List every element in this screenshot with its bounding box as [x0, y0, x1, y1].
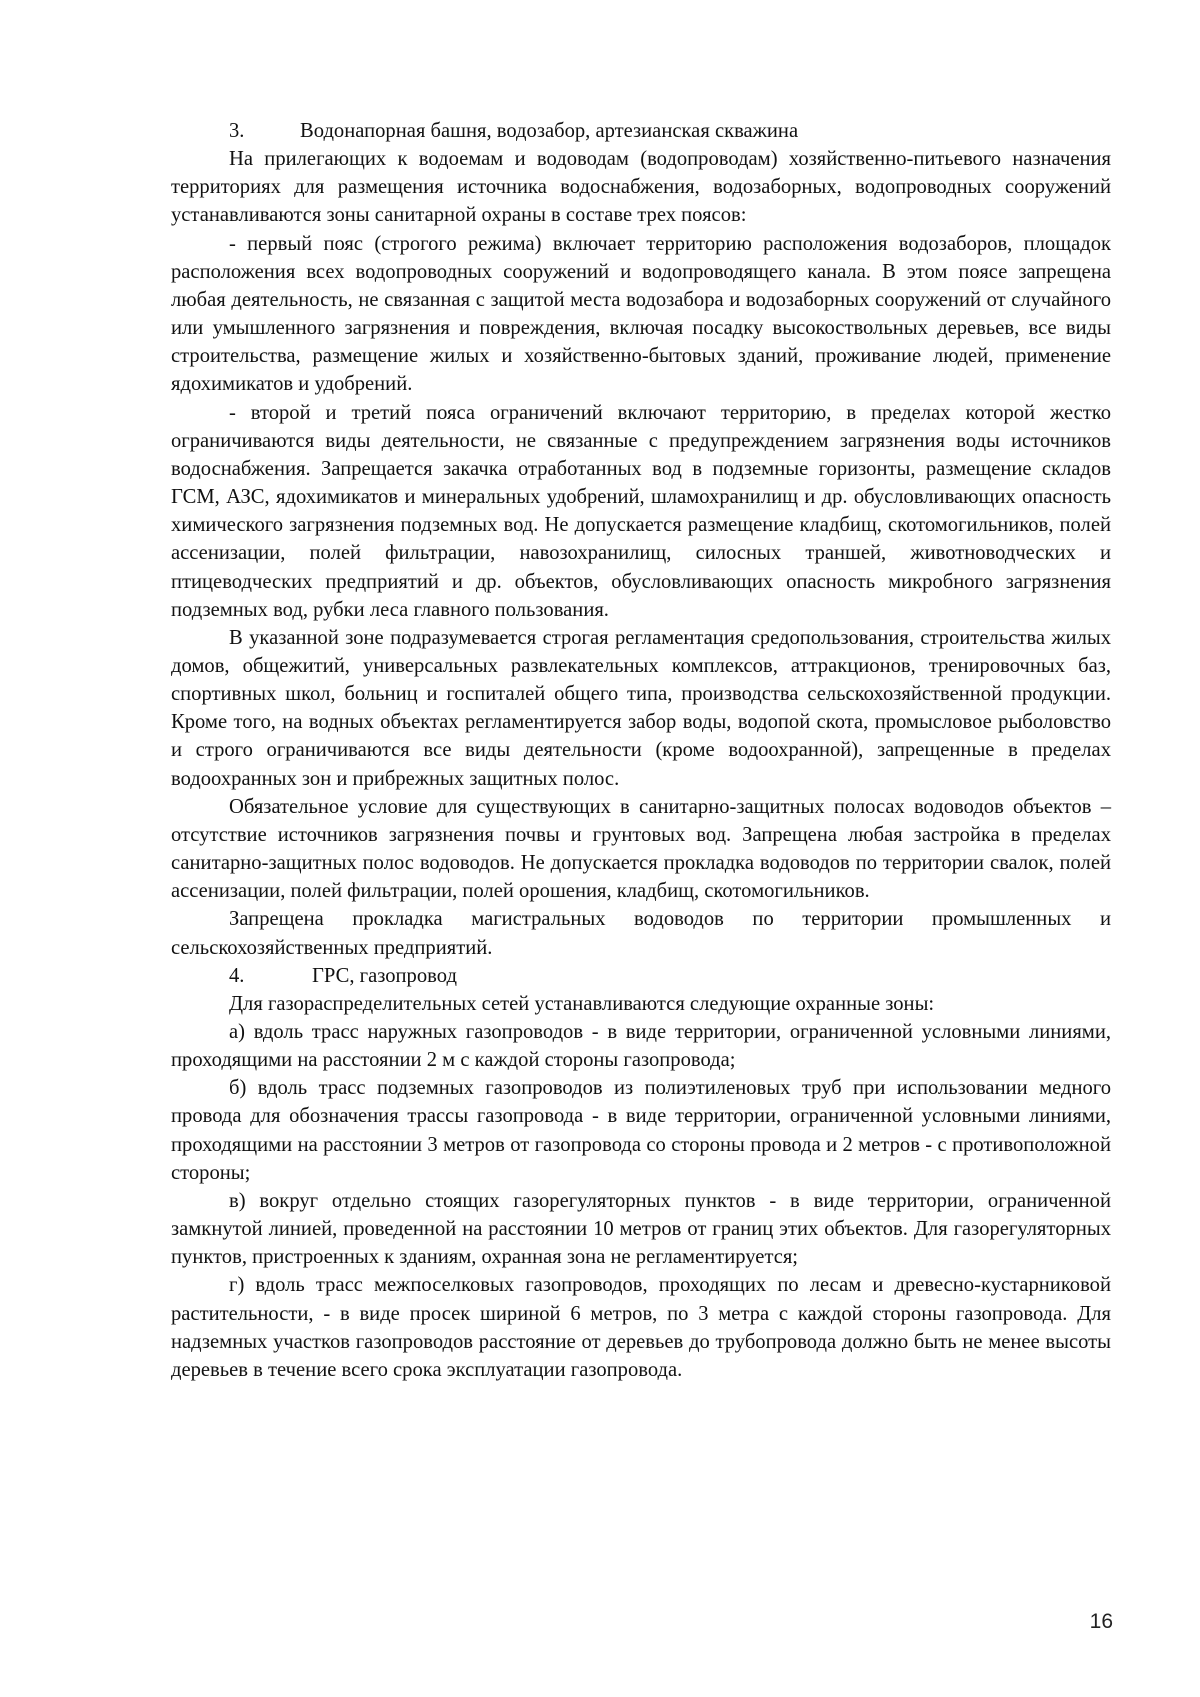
document-body — [171, 117, 1111, 1384]
section-3-number: 3. — [229, 120, 245, 142]
paragraph: В указанной зоне подразумевается строгая регламентация средопользования, строительства жилых домов, общежитий, универсальных развлекательных комплексов, аттракционов, тренировочных баз, спортивных школ, больниц и госпиталей общего типа, производства сельскохозяйственной продукции. Кроме того, на водных объектах регламентируется забор воды, водопой скота, промысловое рыболовство и строго ограничиваются все виды деятельности (кроме водоохранной), запрещенные в пределах водоохранных зон и прибрежных защитных полос. — [171, 626, 1111, 790]
paragraph: - первый пояс (строгого режима) включает территорию расположения водозаборов, площадок расположения всех водопроводных сооружений и водопроводящего канала. В этом поясе запрещена любая деятельность, не связанная с защитой места водозабора и водозаборных сооружений от случайного или умышленного загрязнения и повреждения, включая посадку высокоствольных деревьев, все виды строительства, размещение жилых и хозяйственно-бытовых зданий, проживание людей, применение ядохимикатов и удобрений. — [171, 232, 1111, 396]
paragraph: а) вдоль трасс наружных газопроводов - в виде территории, ограниченной условными линиями, проходящими на расстоянии 2 м с каждой стороны газопровода; — [171, 1021, 1111, 1072]
paragraph: б) вдоль трасс подземных газопроводов из полиэтиленовых труб при использовании медного провода для обозначения трассы газопровода - в виде территории, ограниченной условными линиями, проходящими на расстоянии 3 метров от газопровода со стороны провода и 2 метров - с противоположной стороны; — [171, 1077, 1111, 1184]
paragraph: г) вдоль трасс межпоселковых газопроводов, проходящих по лесам и древесно-кустарниковой растительности, - в виде просек шириной 6 метров, по 3 метра с каждой стороны газопровода. Для надземных участков газопроводов расстояние от деревьев до трубопровода должно быть не менее высоты деревьев в течение всего срока эксплуатации газопровода. — [171, 1274, 1111, 1381]
page-number: 16 — [1089, 1610, 1113, 1633]
section-3-title: Водонапорная башня, водозабор, артезианская скважина — [300, 120, 799, 142]
section-4-heading — [171, 962, 1111, 990]
paragraph: На прилегающих к водоемам и водоводам (водопроводам) хозяйственно-питьевого назначения территориях для размещения источника водоснабжения, водозаборных, водопроводных сооружений устанавливаются зоны санитарной охраны в составе трех поясов: — [171, 148, 1111, 227]
paragraph: в) вокруг отдельно стоящих газорегуляторных пунктов - в виде территории, ограниченной замкнутой линией, проведенной на расстоянии 10 метров от границ этих объектов. Для газорегуляторных пунктов, пристроенных к зданиям, охранная зона не регламентируется; — [171, 1189, 1111, 1269]
paragraph: - второй и третий пояса ограничений включают территорию, в пределах которой жестко ограничиваются виды деятельности, не связанные с предупреждением загрязнения воды источников водоснабжения. Запрещается закачка отработанных вод в подземные горизонты, размещение складов ГСМ, АЗС, ядохимикатов и минеральных удобрений, шламохранилищ и др. обусловливающих опасность химического загрязнения подземных вод. Не допускается размещение кладбищ, скотомогильников, полей ассенизации, полей фильтрации, навозохранилищ, силосных траншей, животноводческих и птицеводческих предприятий и др. объектов, обусловливающих опасность микробного загрязнения подземных вод, рубки леса главного пользования. — [171, 401, 1111, 621]
section-4-title: ГРС, газопровод — [312, 964, 457, 987]
section-4-number: 4. — [229, 964, 245, 987]
paragraph: Запрещена прокладка магистральных водоводов по территории промышленных и сельскохозяйственных предприятий. — [171, 908, 1111, 959]
paragraph: Для газораспределительных сетей устанавливаются следующие охранные зоны: — [229, 992, 935, 1015]
paragraph: Обязательное условие для существующих в санитарно-защитных полосах водоводов объектов – отсутствие источников загрязнения почвы и грунтовых вод. Запрещена любая застройка в пределах санитарно-защитных полос водоводов. Не допускается прокладка водоводов по территории свалок, полей ассенизации, полей фильтрации, полей орошения, кладбищ, скотомогильников. — [171, 795, 1111, 903]
section-3-heading — [171, 117, 1111, 145]
